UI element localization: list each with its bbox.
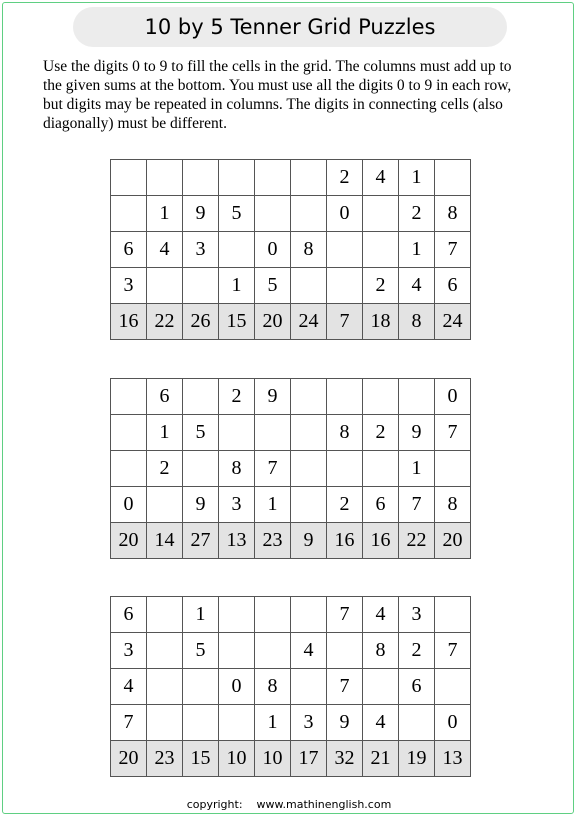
grid-cell[interactable]: 1 [399, 451, 435, 487]
column-sum-cell: 23 [255, 523, 291, 559]
column-sum-cell: 22 [399, 523, 435, 559]
column-sum-cell: 20 [111, 523, 147, 559]
grid-cell[interactable]: 2 [219, 379, 255, 415]
column-sum-cell: 21 [363, 741, 399, 777]
grid-cell[interactable] [291, 451, 327, 487]
grid-cell[interactable]: 0 [327, 196, 363, 232]
column-sum-cell: 7 [327, 304, 363, 340]
grid-cell[interactable]: 3 [183, 232, 219, 268]
grid-cell[interactable]: 1 [219, 268, 255, 304]
grid-cell[interactable]: 3 [111, 633, 147, 669]
grid-cell[interactable] [435, 160, 471, 196]
grid-cell[interactable] [363, 232, 399, 268]
sum-row [111, 523, 471, 559]
grid-cell[interactable]: 6 [111, 232, 147, 268]
grid-cell[interactable]: 7 [435, 232, 471, 268]
grid-cell[interactable]: 1 [255, 487, 291, 523]
grid-cell[interactable]: 7 [327, 669, 363, 705]
column-sum-cell: 10 [219, 741, 255, 777]
grid-cell[interactable] [399, 379, 435, 415]
grid-cell[interactable] [291, 669, 327, 705]
tenner-grid-1 [110, 159, 471, 340]
grid-cell[interactable] [219, 232, 255, 268]
grid-row [111, 379, 471, 415]
grid-cell[interactable] [291, 379, 327, 415]
grid-cell[interactable] [291, 196, 327, 232]
grid-cell[interactable] [327, 633, 363, 669]
column-sum-cell: 16 [363, 523, 399, 559]
grid-cell[interactable]: 8 [435, 196, 471, 232]
grid-cell[interactable] [111, 160, 147, 196]
grid-cell[interactable]: 4 [111, 669, 147, 705]
instruction-line: the given sums at the bottom. You must use all the digits 0 to 9 in each row, [43, 77, 512, 94]
tenner-grid-2 [110, 378, 471, 559]
grid-cell[interactable] [219, 705, 255, 741]
grid-cell[interactable] [327, 268, 363, 304]
grid-cell[interactable]: 2 [399, 196, 435, 232]
column-sum-cell: 8 [399, 304, 435, 340]
grid-cell[interactable] [255, 633, 291, 669]
grid-cell[interactable]: 0 [435, 379, 471, 415]
grid-cell[interactable]: 6 [363, 487, 399, 523]
grid-cell[interactable] [183, 268, 219, 304]
grid-cell[interactable] [183, 160, 219, 196]
grid-cell[interactable]: 6 [435, 268, 471, 304]
grid-cell[interactable] [147, 160, 183, 196]
grid-cell[interactable] [291, 160, 327, 196]
grid-cell[interactable]: 3 [291, 705, 327, 741]
grid-cell[interactable]: 0 [255, 232, 291, 268]
title-banner [73, 7, 507, 47]
grid-cell[interactable]: 2 [363, 268, 399, 304]
column-sum-cell: 15 [183, 741, 219, 777]
grid-cell[interactable]: 0 [111, 487, 147, 523]
grid-cell[interactable] [255, 196, 291, 232]
column-sum-cell: 32 [327, 741, 363, 777]
sum-row [111, 304, 471, 340]
grid-row [111, 597, 471, 633]
grid-row [111, 232, 471, 268]
grid-cell[interactable] [111, 415, 147, 451]
column-sum-cell: 13 [219, 523, 255, 559]
grid-cell[interactable]: 9 [327, 705, 363, 741]
column-sum-cell: 24 [291, 304, 327, 340]
grid-cell[interactable] [183, 451, 219, 487]
grid-cell[interactable] [183, 669, 219, 705]
instruction-line: but digits may be repeated in columns. The digits in connecting cells (also [43, 96, 503, 113]
column-sum-cell: 24 [435, 304, 471, 340]
grid-cell[interactable]: 5 [255, 268, 291, 304]
grid-cell[interactable] [291, 597, 327, 633]
grid-cell[interactable]: 3 [399, 597, 435, 633]
grid-cell[interactable] [183, 379, 219, 415]
grid-cell[interactable]: 4 [363, 705, 399, 741]
grid-cell[interactable] [363, 196, 399, 232]
column-sum-cell: 14 [147, 523, 183, 559]
grid-cell[interactable]: 8 [291, 232, 327, 268]
grid-row [111, 633, 471, 669]
grid-cell[interactable] [435, 451, 471, 487]
grid-cell[interactable]: 9 [183, 487, 219, 523]
column-sum-cell: 20 [255, 304, 291, 340]
column-sum-cell: 9 [291, 523, 327, 559]
grid-cell[interactable] [111, 196, 147, 232]
grid-cell[interactable] [111, 379, 147, 415]
grid-cell[interactable]: 8 [435, 487, 471, 523]
grid-cell[interactable]: 0 [435, 705, 471, 741]
grid-row [111, 669, 471, 705]
grid-cell[interactable]: 5 [219, 196, 255, 232]
grid-cell[interactable] [363, 451, 399, 487]
grid-cell[interactable] [147, 633, 183, 669]
grid-cell[interactable] [147, 705, 183, 741]
grid-cell[interactable]: 6 [147, 379, 183, 415]
grid-cell[interactable]: 2 [147, 451, 183, 487]
sum-row [111, 741, 471, 777]
grid-row [111, 160, 471, 196]
column-sum-cell: 19 [399, 741, 435, 777]
grid-cell[interactable] [327, 379, 363, 415]
grid-cell[interactable]: 3 [219, 487, 255, 523]
grid-cell[interactable]: 9 [183, 196, 219, 232]
column-sum-cell: 16 [111, 304, 147, 340]
grid-cell[interactable] [219, 415, 255, 451]
grid-cell[interactable]: 4 [147, 232, 183, 268]
grid-cell[interactable]: 4 [363, 597, 399, 633]
grid-cell[interactable]: 4 [363, 160, 399, 196]
grid-cell[interactable]: 1 [399, 160, 435, 196]
grid-cell[interactable] [219, 160, 255, 196]
grid-row [111, 487, 471, 523]
grid-cell[interactable]: 1 [147, 196, 183, 232]
instruction-line: diagonally) must be different. [43, 115, 227, 132]
grid-cell[interactable] [363, 379, 399, 415]
grid-cell[interactable]: 8 [363, 633, 399, 669]
copyright-footer: copyright: www.mathinenglish.com [186, 798, 392, 811]
grid-cell[interactable] [291, 487, 327, 523]
grid-cell[interactable] [111, 451, 147, 487]
column-sum-cell: 22 [147, 304, 183, 340]
grid-cell[interactable]: 1 [147, 415, 183, 451]
grid-row [111, 705, 471, 741]
column-sum-cell: 20 [111, 741, 147, 777]
grid-row [111, 196, 471, 232]
instruction-line: Use the digits 0 to 9 to fill the cells in the grid. The columns must add up to [43, 58, 512, 75]
column-sum-cell: 17 [291, 741, 327, 777]
grid-cell[interactable]: 6 [399, 669, 435, 705]
grid-cell[interactable]: 5 [183, 415, 219, 451]
grid-cell[interactable]: 9 [255, 379, 291, 415]
grid-cell[interactable] [147, 268, 183, 304]
instructions [43, 57, 543, 133]
grid-cell[interactable]: 9 [399, 415, 435, 451]
grid-cell[interactable] [219, 597, 255, 633]
grid-cell[interactable] [291, 268, 327, 304]
grid-cell[interactable]: 7 [255, 451, 291, 487]
grid-cell[interactable]: 4 [399, 268, 435, 304]
column-sum-cell: 16 [327, 523, 363, 559]
grid-cell[interactable] [147, 487, 183, 523]
grid-cell[interactable] [327, 232, 363, 268]
grid-cell[interactable]: 7 [111, 705, 147, 741]
grid-cell[interactable]: 7 [399, 487, 435, 523]
grid-cell[interactable]: 6 [111, 597, 147, 633]
grid-cell[interactable]: 8 [255, 669, 291, 705]
grid-row [111, 415, 471, 451]
column-sum-cell: 13 [435, 741, 471, 777]
column-sum-cell: 23 [147, 741, 183, 777]
grid-cell[interactable]: 7 [435, 415, 471, 451]
grid-row [111, 451, 471, 487]
grid-cell[interactable] [435, 597, 471, 633]
column-sum-cell: 18 [363, 304, 399, 340]
grid-cell[interactable]: 2 [327, 487, 363, 523]
grid-cell[interactable] [147, 597, 183, 633]
grid-cell[interactable] [399, 705, 435, 741]
grid-cell[interactable] [327, 451, 363, 487]
grid-cell[interactable]: 8 [219, 451, 255, 487]
grid-cell[interactable]: 1 [255, 705, 291, 741]
column-sum-cell: 26 [183, 304, 219, 340]
grid-cell[interactable]: 1 [183, 597, 219, 633]
grid-cell[interactable]: 2 [363, 415, 399, 451]
grid-cell[interactable]: 2 [399, 633, 435, 669]
grid-cell[interactable]: 8 [327, 415, 363, 451]
grid-cell[interactable]: 7 [327, 597, 363, 633]
grid-cell[interactable]: 1 [399, 232, 435, 268]
grid-cell[interactable] [435, 669, 471, 705]
grid-cell[interactable] [219, 633, 255, 669]
grid-cell[interactable] [363, 669, 399, 705]
grid-cell[interactable] [255, 415, 291, 451]
column-sum-cell: 27 [183, 523, 219, 559]
grid-row [111, 268, 471, 304]
column-sum-cell: 10 [255, 741, 291, 777]
page-title: 10 by 5 Tenner Grid Puzzles [144, 15, 436, 39]
grid-cell[interactable] [255, 160, 291, 196]
grid-cell[interactable] [147, 669, 183, 705]
column-sum-cell: 15 [219, 304, 255, 340]
column-sum-cell: 20 [435, 523, 471, 559]
grid-cell[interactable] [255, 597, 291, 633]
tenner-grid-3 [110, 596, 471, 777]
grid-cell[interactable]: 0 [219, 669, 255, 705]
grid-cell[interactable]: 3 [111, 268, 147, 304]
grid-cell[interactable] [291, 415, 327, 451]
grid-cell[interactable]: 2 [327, 160, 363, 196]
grid-cell[interactable]: 4 [291, 633, 327, 669]
grid-cell[interactable]: 5 [183, 633, 219, 669]
grid-cell[interactable]: 7 [435, 633, 471, 669]
grid-cell[interactable] [183, 705, 219, 741]
